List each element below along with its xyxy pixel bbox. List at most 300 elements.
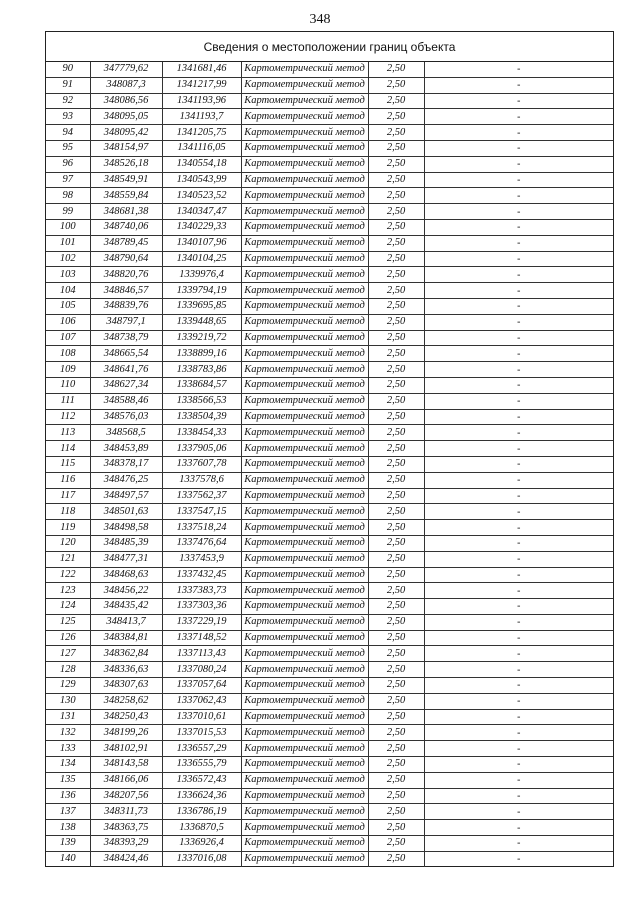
accuracy-cell: 2,50 — [368, 172, 424, 188]
x-coordinate-cell: 348588,46 — [90, 393, 162, 409]
table-row — [46, 599, 613, 615]
description-cell: - — [424, 741, 613, 757]
description-cell: - — [424, 409, 613, 425]
x-coordinate-cell: 348143,58 — [90, 757, 162, 773]
accuracy-cell: 2,50 — [368, 804, 424, 820]
y-coordinate-cell: 1337057,64 — [162, 678, 241, 694]
table-row — [46, 377, 613, 393]
y-coordinate-cell: 1340229,33 — [162, 219, 241, 235]
method-cell: Картометрический метод — [241, 409, 368, 425]
accuracy-cell: 2,50 — [368, 362, 424, 378]
method-cell: Картометрический метод — [241, 267, 368, 283]
y-coordinate-cell: 1339448,65 — [162, 314, 241, 330]
table-row — [46, 93, 613, 109]
table-row — [46, 788, 613, 804]
x-coordinate-cell: 348681,38 — [90, 204, 162, 220]
description-cell: - — [424, 77, 613, 93]
method-cell: Картометрический метод — [241, 283, 368, 299]
point-number-cell: 129 — [46, 678, 90, 694]
y-coordinate-cell: 1340554,18 — [162, 156, 241, 172]
description-cell: - — [424, 377, 613, 393]
table-row — [46, 172, 613, 188]
description-cell: - — [424, 298, 613, 314]
x-coordinate-cell: 348378,17 — [90, 456, 162, 472]
table-row — [46, 62, 613, 77]
description-cell: - — [424, 725, 613, 741]
description-cell: - — [424, 614, 613, 630]
method-cell: Картометрический метод — [241, 551, 368, 567]
y-coordinate-cell: 1338566,53 — [162, 393, 241, 409]
table-row — [46, 362, 613, 378]
table-row — [46, 520, 613, 536]
table-row — [46, 219, 613, 235]
table-row — [46, 204, 613, 220]
description-cell: - — [424, 535, 613, 551]
method-cell: Картометрический метод — [241, 662, 368, 678]
y-coordinate-cell: 1336557,29 — [162, 741, 241, 757]
x-coordinate-cell: 348790,64 — [90, 251, 162, 267]
accuracy-cell: 2,50 — [368, 77, 424, 93]
table-row — [46, 456, 613, 472]
x-coordinate-cell: 348789,45 — [90, 235, 162, 251]
x-coordinate-cell: 348311,73 — [90, 804, 162, 820]
y-coordinate-cell: 1336624,36 — [162, 788, 241, 804]
method-cell: Картометрический метод — [241, 219, 368, 235]
x-coordinate-cell: 347779,62 — [90, 62, 162, 77]
table-row — [46, 757, 613, 773]
y-coordinate-cell: 1338783,86 — [162, 362, 241, 378]
description-cell: - — [424, 267, 613, 283]
point-number-cell: 103 — [46, 267, 90, 283]
y-coordinate-cell: 1339219,72 — [162, 330, 241, 346]
accuracy-cell: 2,50 — [368, 346, 424, 362]
table-row — [46, 709, 613, 725]
point-number-cell: 109 — [46, 362, 90, 378]
point-number-cell: 131 — [46, 709, 90, 725]
accuracy-cell: 2,50 — [368, 820, 424, 836]
accuracy-cell: 2,50 — [368, 646, 424, 662]
description-cell: - — [424, 788, 613, 804]
y-coordinate-cell: 1337547,15 — [162, 504, 241, 520]
y-coordinate-cell: 1339976,4 — [162, 267, 241, 283]
accuracy-cell: 2,50 — [368, 836, 424, 852]
table-row — [46, 188, 613, 204]
accuracy-cell: 2,50 — [368, 125, 424, 141]
accuracy-cell: 2,50 — [368, 693, 424, 709]
description-cell: - — [424, 125, 613, 141]
method-cell: Картометрический метод — [241, 725, 368, 741]
table-row — [46, 551, 613, 567]
x-coordinate-cell: 348820,76 — [90, 267, 162, 283]
method-cell: Картометрический метод — [241, 599, 368, 615]
method-cell: Картометрический метод — [241, 235, 368, 251]
accuracy-cell: 2,50 — [368, 851, 424, 866]
y-coordinate-cell: 1336572,43 — [162, 772, 241, 788]
x-coordinate-cell: 348797,1 — [90, 314, 162, 330]
description-cell: - — [424, 330, 613, 346]
accuracy-cell: 2,50 — [368, 535, 424, 551]
x-coordinate-cell: 348641,76 — [90, 362, 162, 378]
point-number-cell: 127 — [46, 646, 90, 662]
method-cell: Картометрический метод — [241, 140, 368, 156]
point-number-cell: 98 — [46, 188, 90, 204]
table-row — [46, 804, 613, 820]
table-row — [46, 298, 613, 314]
x-coordinate-cell: 348453,89 — [90, 441, 162, 457]
point-number-cell: 123 — [46, 583, 90, 599]
x-coordinate-cell: 348362,84 — [90, 646, 162, 662]
x-coordinate-cell: 348740,06 — [90, 219, 162, 235]
table-row — [46, 836, 613, 852]
method-cell: Картометрический метод — [241, 583, 368, 599]
method-cell: Картометрический метод — [241, 741, 368, 757]
y-coordinate-cell: 1341116,05 — [162, 140, 241, 156]
accuracy-cell: 2,50 — [368, 314, 424, 330]
description-cell: - — [424, 504, 613, 520]
method-cell: Картометрический метод — [241, 804, 368, 820]
accuracy-cell: 2,50 — [368, 741, 424, 757]
table-row — [46, 156, 613, 172]
method-cell: Картометрический метод — [241, 535, 368, 551]
accuracy-cell: 2,50 — [368, 267, 424, 283]
accuracy-cell: 2,50 — [368, 156, 424, 172]
description-cell: - — [424, 820, 613, 836]
point-number-cell: 102 — [46, 251, 90, 267]
x-coordinate-cell: 348258,62 — [90, 693, 162, 709]
point-number-cell: 133 — [46, 741, 90, 757]
table-row — [46, 235, 613, 251]
description-cell: - — [424, 836, 613, 852]
point-number-cell: 117 — [46, 488, 90, 504]
x-coordinate-cell: 348549,91 — [90, 172, 162, 188]
accuracy-cell: 2,50 — [368, 283, 424, 299]
point-number-cell: 96 — [46, 156, 90, 172]
description-cell: - — [424, 140, 613, 156]
accuracy-cell: 2,50 — [368, 219, 424, 235]
method-cell: Картометрический метод — [241, 156, 368, 172]
y-coordinate-cell: 1337607,78 — [162, 456, 241, 472]
method-cell: Картометрический метод — [241, 567, 368, 583]
description-cell: - — [424, 772, 613, 788]
y-coordinate-cell: 1340107,96 — [162, 235, 241, 251]
accuracy-cell: 2,50 — [368, 140, 424, 156]
table-row — [46, 646, 613, 662]
y-coordinate-cell: 1337562,37 — [162, 488, 241, 504]
method-cell: Картометрический метод — [241, 93, 368, 109]
table-row — [46, 125, 613, 141]
page-number: 348 — [309, 12, 331, 27]
x-coordinate-cell: 348207,56 — [90, 788, 162, 804]
description-cell: - — [424, 567, 613, 583]
point-number-cell: 137 — [46, 804, 90, 820]
accuracy-cell: 2,50 — [368, 393, 424, 409]
description-cell: - — [517, 853, 521, 866]
point-number-cell: 113 — [46, 425, 90, 441]
method-cell: Картометрический метод — [241, 77, 368, 93]
y-coordinate-cell: 1341193,96 — [162, 93, 241, 109]
y-coordinate-cell: 1337062,43 — [162, 693, 241, 709]
point-number-cell: 97 — [46, 172, 90, 188]
y-coordinate-cell: 1339695,85 — [162, 298, 241, 314]
method-cell: Картометрический метод — [241, 488, 368, 504]
y-coordinate-cell: 1338504,39 — [162, 409, 241, 425]
point-number-cell: 116 — [46, 472, 90, 488]
point-number-cell: 99 — [46, 204, 90, 220]
x-coordinate-cell: 348559,84 — [90, 188, 162, 204]
method-cell: Картометрический метод — [241, 772, 368, 788]
y-coordinate-cell: 1337476,64 — [162, 535, 241, 551]
accuracy-cell: 2,50 — [368, 788, 424, 804]
method-cell: Картометрический метод — [241, 188, 368, 204]
description-cell: - — [424, 346, 613, 362]
accuracy-cell: 2,50 — [368, 772, 424, 788]
accuracy-cell: 2,50 — [368, 62, 424, 77]
method-cell: Картометрический метод — [241, 836, 368, 852]
x-coordinate-cell: 348485,39 — [90, 535, 162, 551]
point-number-cell: 111 — [46, 393, 90, 409]
table-row — [46, 725, 613, 741]
table-row — [46, 820, 613, 836]
method-cell: Картометрический метод — [241, 125, 368, 141]
accuracy-cell: 2,50 — [368, 599, 424, 615]
y-coordinate-cell: 1337518,24 — [162, 520, 241, 536]
method-cell: Картометрический метод — [241, 109, 368, 125]
point-number-cell: 112 — [46, 409, 90, 425]
accuracy-cell: 2,50 — [368, 425, 424, 441]
method-cell: Картометрический метод — [241, 314, 368, 330]
point-number-cell: 120 — [46, 535, 90, 551]
description-cell: - — [424, 709, 613, 725]
table-row — [46, 630, 613, 646]
accuracy-cell: 2,50 — [368, 520, 424, 536]
x-coordinate-cell: 348424,46 — [90, 851, 162, 866]
point-number-cell: 132 — [46, 725, 90, 741]
table-row — [46, 678, 613, 694]
table-row — [46, 140, 613, 156]
table-row — [46, 346, 613, 362]
x-coordinate-cell: 348166,06 — [90, 772, 162, 788]
point-number-cell: 90 — [46, 62, 90, 77]
accuracy-cell: 2,50 — [368, 188, 424, 204]
description-cell: - — [424, 425, 613, 441]
method-cell: Картометрический метод — [241, 678, 368, 694]
table-row — [46, 504, 613, 520]
accuracy-cell: 2,50 — [368, 504, 424, 520]
y-coordinate-cell: 1337015,53 — [162, 725, 241, 741]
point-number-cell: 121 — [46, 551, 90, 567]
accuracy-cell: 2,50 — [368, 614, 424, 630]
y-coordinate-cell: 1340543,99 — [162, 172, 241, 188]
description-cell: - — [424, 662, 613, 678]
point-number-cell: 93 — [46, 109, 90, 125]
point-number-cell: 138 — [46, 820, 90, 836]
accuracy-cell: 2,50 — [368, 567, 424, 583]
description-cell: - — [424, 693, 613, 709]
description-cell: - — [424, 757, 613, 773]
table-row — [46, 251, 613, 267]
y-coordinate-cell: 1337578,6 — [162, 472, 241, 488]
point-number-cell: 140 — [46, 851, 90, 866]
description-cell: - — [424, 441, 613, 457]
description-cell: - — [424, 235, 613, 251]
description-cell: - — [424, 472, 613, 488]
accuracy-cell: 2,50 — [368, 551, 424, 567]
table-row — [46, 393, 613, 409]
table-row — [46, 662, 613, 678]
y-coordinate-cell: 1341193,7 — [162, 109, 241, 125]
y-coordinate-cell: 1337148,52 — [162, 630, 241, 646]
x-coordinate-cell: 348199,26 — [90, 725, 162, 741]
description-cell: - — [424, 204, 613, 220]
method-cell: Картометрический метод — [241, 298, 368, 314]
method-cell: Картометрический метод — [241, 472, 368, 488]
table-row — [46, 693, 613, 709]
y-coordinate-cell: 1336786,19 — [162, 804, 241, 820]
description-cell: - — [424, 804, 613, 820]
x-coordinate-cell: 348363,75 — [90, 820, 162, 836]
method-cell: Картометрический метод — [241, 788, 368, 804]
point-number-cell: 126 — [46, 630, 90, 646]
description-cell: - — [424, 251, 613, 267]
accuracy-cell: 2,50 — [368, 630, 424, 646]
point-number-cell: 125 — [46, 614, 90, 630]
accuracy-cell: 2,50 — [368, 441, 424, 457]
method-cell: Картометрический метод — [241, 520, 368, 536]
point-number-cell: 135 — [46, 772, 90, 788]
y-coordinate-cell: 1340523,52 — [162, 188, 241, 204]
y-coordinate-cell: 1337453,9 — [162, 551, 241, 567]
y-coordinate-cell: 1338684,57 — [162, 377, 241, 393]
method-cell: Картометрический метод — [241, 441, 368, 457]
x-coordinate-cell: 348336,63 — [90, 662, 162, 678]
x-coordinate-cell: 348846,57 — [90, 283, 162, 299]
description-cell: - — [424, 456, 613, 472]
x-coordinate-cell: 348568,5 — [90, 425, 162, 441]
x-coordinate-cell: 348095,05 — [90, 109, 162, 125]
table-body — [46, 62, 613, 867]
x-coordinate-cell: 348665,54 — [90, 346, 162, 362]
method-cell: Картометрический метод — [241, 346, 368, 362]
x-coordinate-cell: 348477,31 — [90, 551, 162, 567]
point-number-cell: 107 — [46, 330, 90, 346]
y-coordinate-cell: 1340347,47 — [162, 204, 241, 220]
accuracy-cell: 2,50 — [368, 472, 424, 488]
point-number-cell: 134 — [46, 757, 90, 773]
x-coordinate-cell: 348087,3 — [90, 77, 162, 93]
description-cell: - — [424, 393, 613, 409]
description-cell: - — [424, 583, 613, 599]
point-number-cell: 130 — [46, 693, 90, 709]
description-cell: - — [424, 156, 613, 172]
y-coordinate-cell: 1337016,08 — [162, 851, 241, 866]
x-coordinate-cell: 348576,03 — [90, 409, 162, 425]
y-coordinate-cell: 1337113,43 — [162, 646, 241, 662]
description-cell: - — [424, 551, 613, 567]
accuracy-cell: 2,50 — [368, 662, 424, 678]
x-coordinate-cell: 348384,81 — [90, 630, 162, 646]
method-cell: Картометрический метод — [241, 630, 368, 646]
y-coordinate-cell: 1337229,19 — [162, 614, 241, 630]
x-coordinate-cell: 348839,76 — [90, 298, 162, 314]
x-coordinate-cell: 348086,56 — [90, 93, 162, 109]
method-cell: Картометрический метод — [241, 757, 368, 773]
x-coordinate-cell: 348526,18 — [90, 156, 162, 172]
point-number-cell: 114 — [46, 441, 90, 457]
description-cell: - — [424, 93, 613, 109]
y-coordinate-cell: 1336555,79 — [162, 757, 241, 773]
method-cell: Картометрический метод — [241, 330, 368, 346]
description-cell: - — [424, 283, 613, 299]
coordinates-table-frame — [45, 31, 614, 867]
method-cell: Картометрический метод — [241, 820, 368, 836]
x-coordinate-cell: 348456,22 — [90, 583, 162, 599]
accuracy-cell: 2,50 — [368, 678, 424, 694]
method-cell: Картометрический метод — [241, 251, 368, 267]
description-cell: - — [424, 678, 613, 694]
method-cell: Картометрический метод — [241, 362, 368, 378]
accuracy-cell: 2,50 — [368, 93, 424, 109]
y-coordinate-cell: 1341217,99 — [162, 77, 241, 93]
coordinates-table — [46, 62, 613, 867]
description-cell: - — [424, 314, 613, 330]
description-cell: - — [424, 488, 613, 504]
table-row — [46, 314, 613, 330]
point-number-cell: 106 — [46, 314, 90, 330]
y-coordinate-cell: 1337303,36 — [162, 599, 241, 615]
method-cell: Картометрический метод — [241, 425, 368, 441]
table-title: Сведения о местоположении границ объекта — [46, 32, 613, 62]
point-number-cell: 94 — [46, 125, 90, 141]
x-coordinate-cell: 348250,43 — [90, 709, 162, 725]
x-coordinate-cell: 348393,29 — [90, 836, 162, 852]
table-row — [46, 441, 613, 457]
table-row — [46, 567, 613, 583]
table-row — [46, 283, 613, 299]
accuracy-cell: 2,50 — [368, 583, 424, 599]
accuracy-cell: 2,50 — [368, 456, 424, 472]
method-cell: Картометрический метод — [241, 62, 368, 77]
method-cell: Картометрический метод — [241, 614, 368, 630]
y-coordinate-cell: 1338454,33 — [162, 425, 241, 441]
description-cell: - — [424, 362, 613, 378]
description-cell: - — [424, 630, 613, 646]
accuracy-cell: 2,50 — [368, 709, 424, 725]
method-cell: Картометрический метод — [241, 504, 368, 520]
accuracy-cell: 2,50 — [368, 377, 424, 393]
point-number-cell: 115 — [46, 456, 90, 472]
y-coordinate-cell: 1339794,19 — [162, 283, 241, 299]
table-row — [46, 851, 613, 866]
accuracy-cell: 2,50 — [368, 235, 424, 251]
accuracy-cell: 2,50 — [368, 488, 424, 504]
y-coordinate-cell: 1337010,61 — [162, 709, 241, 725]
point-number-cell: 136 — [46, 788, 90, 804]
y-coordinate-cell: 1337432,45 — [162, 567, 241, 583]
description-cell: - — [424, 520, 613, 536]
method-cell: Картометрический метод — [241, 693, 368, 709]
point-number-cell: 118 — [46, 504, 90, 520]
y-coordinate-cell: 1340104,25 — [162, 251, 241, 267]
y-coordinate-cell: 1338899,16 — [162, 346, 241, 362]
x-coordinate-cell: 348307,63 — [90, 678, 162, 694]
point-number-cell: 91 — [46, 77, 90, 93]
accuracy-cell: 2,50 — [368, 725, 424, 741]
x-coordinate-cell: 348501,63 — [90, 504, 162, 520]
x-coordinate-cell: 348102,91 — [90, 741, 162, 757]
accuracy-cell: 2,50 — [368, 298, 424, 314]
point-number-cell: 92 — [46, 93, 90, 109]
x-coordinate-cell: 348476,25 — [90, 472, 162, 488]
